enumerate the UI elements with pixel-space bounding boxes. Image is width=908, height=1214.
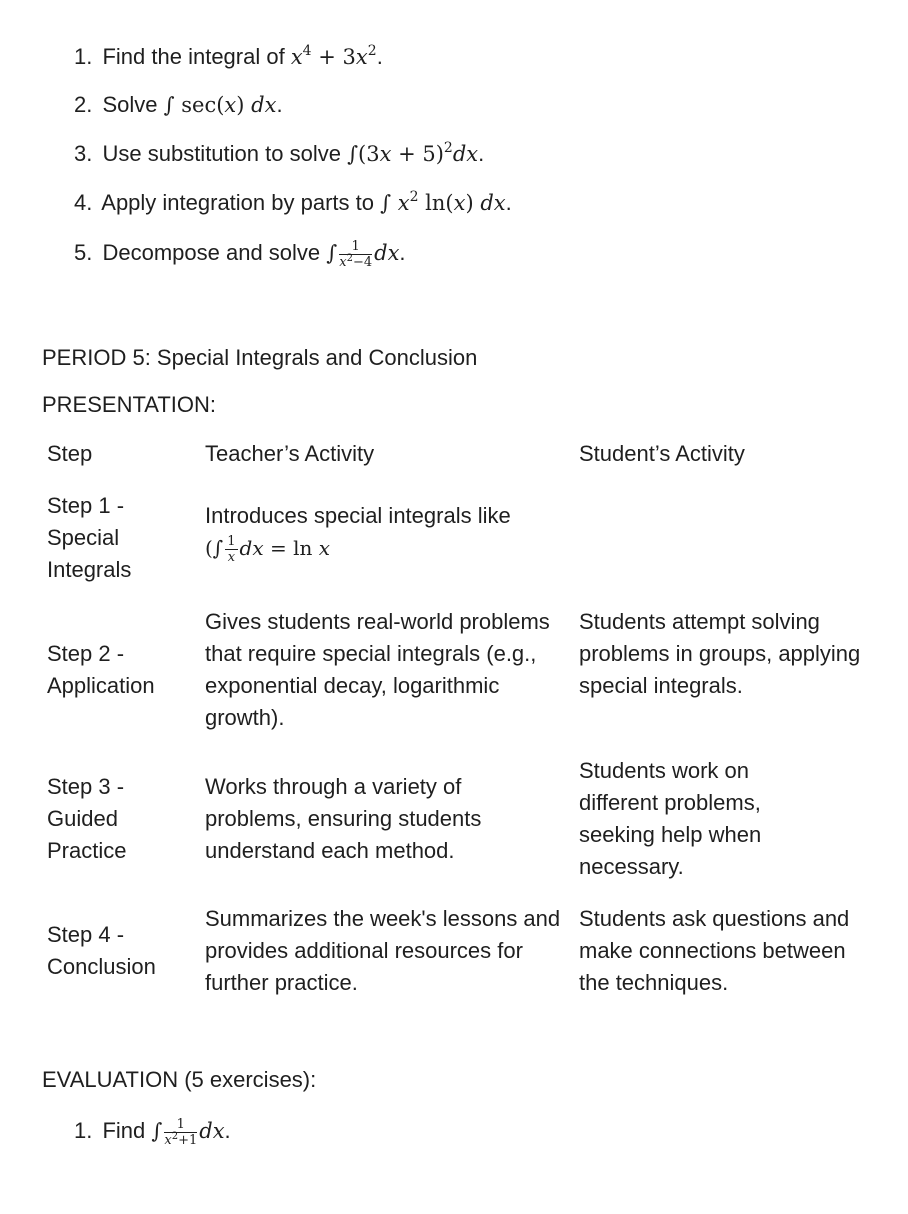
table-row-teacher: Gives students real-world problems that require special integrals (e.g., exponential decay, logarithmic growth).: [205, 609, 550, 730]
math-expression: ∫ sec(x) dx: [163, 93, 277, 117]
item-number: 4.: [74, 190, 93, 215]
table-header-teacher: Teacher’s Activity: [205, 441, 375, 466]
table-row-student: Students ask questions and make connections between the techniques.: [579, 906, 850, 995]
math-expression: $x^4 + 3x^2$: [290, 43, 377, 69]
teacher-text: Introduces special integrals like: [205, 503, 511, 528]
item-number: 5.: [74, 240, 93, 265]
table-row-step: Step 2 - Application: [47, 641, 155, 698]
item-suffix: .: [478, 141, 485, 166]
item-text: Apply integration by parts to: [101, 190, 381, 215]
item-number: 3.: [74, 141, 93, 166]
item-text: Solve: [102, 92, 164, 117]
math-expression: $\int(3x + 5)^2dx$: [347, 140, 479, 166]
item-number: 2.: [74, 92, 93, 117]
list-item: [74, 44, 383, 70]
list-item: [74, 240, 406, 269]
item-suffix: .: [505, 190, 512, 215]
math-expression: (∫ $\frac{1}{x}$ dx = ln x: [205, 534, 331, 565]
table-header-step: Step: [47, 441, 93, 466]
evaluation-label: EVALUATION (5 exercises):: [42, 1067, 317, 1092]
item-number: 1.: [74, 44, 93, 69]
presentation-label: PRESENTATION:: [42, 392, 216, 417]
list-item: [74, 141, 484, 167]
item-suffix: .: [376, 44, 383, 69]
table-row-step: Step 4 - Conclusion: [47, 922, 156, 979]
item-number: 1.: [74, 1118, 93, 1143]
list-item: [74, 1118, 231, 1147]
math-expression: ∫ $\frac{1}{x^2+1}$ dx: [151, 1117, 225, 1148]
period-title: PERIOD 5: Special Integrals and Conclusion: [42, 345, 478, 370]
list-item: [74, 190, 512, 216]
table-header-student: Student’s Activity: [579, 441, 745, 466]
table-row-teacher: [205, 500, 575, 564]
math-expression: ∫ $x^2$ ln(x) dx: [380, 189, 506, 215]
table-row-student: Students attempt solving problems in groups, applying special integrals.: [579, 609, 861, 698]
item-suffix: .: [276, 92, 283, 117]
item-text: Find the integral of: [102, 44, 291, 69]
item-text: Find: [102, 1118, 152, 1143]
item-text: Decompose and solve: [102, 240, 327, 265]
table-row-teacher: Works through a variety of problems, ensuring students understand each method.: [205, 774, 482, 863]
math-expression: ∫ $\frac{1}{x^2-4}$ dx: [326, 239, 400, 270]
item-suffix: .: [224, 1118, 231, 1143]
item-text: Use substitution to solve: [102, 141, 348, 166]
table-row-teacher: Summarizes the week's lessons and provides additional resources for further practice.: [205, 906, 561, 995]
table-row-step: Step 3 - Guided Practice: [47, 774, 127, 863]
table-row-student: Students work on different problems, seeking help when necessary.: [579, 758, 762, 879]
item-suffix: .: [399, 240, 406, 265]
list-item: [74, 92, 283, 118]
table-row-step: Step 1 - Special Integrals: [47, 493, 132, 582]
